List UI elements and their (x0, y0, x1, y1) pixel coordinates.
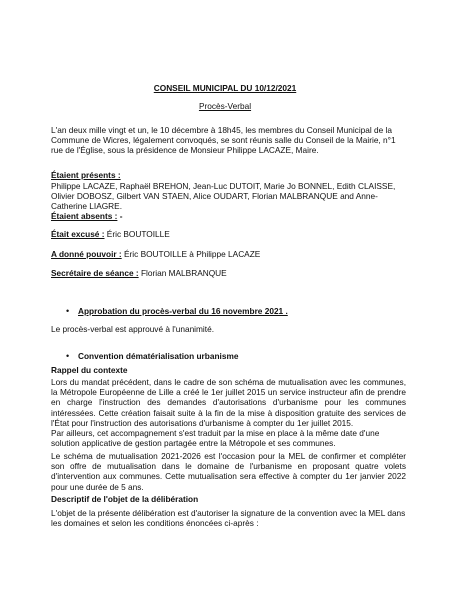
pouvoir-value: Éric BOUTOILLE à Philippe LACAZE (121, 249, 261, 259)
document-subtitle: Procès-Verbal (198, 101, 252, 111)
rappel-label: Rappel du contexte (51, 365, 128, 375)
item1-text: Le procès-verbal est approuvé à l'unanimité. (51, 324, 215, 334)
excuse-label: Était excusé : (51, 229, 105, 239)
excuse-line (51, 229, 170, 239)
presents-label: Étaient présents : (51, 170, 121, 180)
intro-paragraph: L'an deux mille vingt et un, le 10 décembre à 18h45, les membres du Conseil Municipal de la Commune de Wicres, légalement convoqués, se sont réunis salle du Conseil de la Mairie, n°1 rue de l'Église, sous la présidence de Monsieur Philippe LACAZE, Maire. (51, 125, 396, 156)
pouvoir-line (51, 249, 260, 259)
absents-label: Étaient absents : (51, 211, 118, 221)
context-paragraph-3: Le schéma de mutualisation 2021-2026 est l'occasion pour la MEL de confirmer et compléter son offre de mutualisation dans le domaine de l'urbanisme en proposant quatre volets d'intervention aux communes. Cette mutualisation sera effective à compter du 1er janvier 2022 pour une durée de 5 ans. (51, 451, 406, 492)
item2-heading: Convention dématérialisation urbanisme (78, 351, 239, 361)
descriptif-label: Descriptif de l'objet de la délibération (51, 494, 199, 504)
secretaire-label: Secrétaire de séance : (51, 268, 139, 278)
objet-paragraph: L'objet de la présente délibération est d'autoriser la signature de la convention avec la MEL dans les domaines et selon les conditions énoncées ci-après : (51, 508, 406, 529)
item1-bullet: • (66, 306, 70, 316)
pouvoir-label: A donné pouvoir : (51, 249, 122, 259)
item1-heading: Approbation du procès-verbal du 16 novembre 2021 . (78, 306, 288, 316)
presents-list: Philippe LACAZE, Raphaël BREHON, Jean-Luc DUTOIT, Marie Jo BONNEL, Edith CLAISSE, Olivier DOBOSZ, Gilbert VAN STAEN, Alice OUDART, Florian MALBRANQUE and Anne-Catherine LIAGRE. (51, 181, 396, 212)
context-paragraph-1: Lors du mandat précédent, dans le cadre de son schéma de mutualisation avec les communes, la Métropole Européenne de Lille a créé le 1er juillet 2015 un service instructeur afin de prendre en charge l'instruction des demandes d'autorisations d'urbanisme pour les communes intéressées. Cette création faisait suite à la fin de la mise à disposition gratuite des services de l'État pour l'instruction des autorisations d'urbanisme à compter du 1er juillet 2015. (51, 377, 406, 428)
absents-value: - (117, 211, 123, 221)
document-title: CONSEIL MUNICIPAL DU 10/12/2021 (153, 83, 297, 93)
excuse-value: Éric BOUTOILLE (104, 229, 170, 239)
secretaire-value: Florian MALBRANQUE (138, 268, 227, 278)
absents-line (51, 211, 122, 221)
secretaire-line (51, 268, 227, 278)
item2-bullet: • (66, 351, 70, 361)
context-paragraph-2: Par ailleurs, cet accompagnement s'est traduit par la mise en place à la même date d'une solution applicative de gestion partagée entre la Métropole et ses communes. (51, 428, 380, 449)
